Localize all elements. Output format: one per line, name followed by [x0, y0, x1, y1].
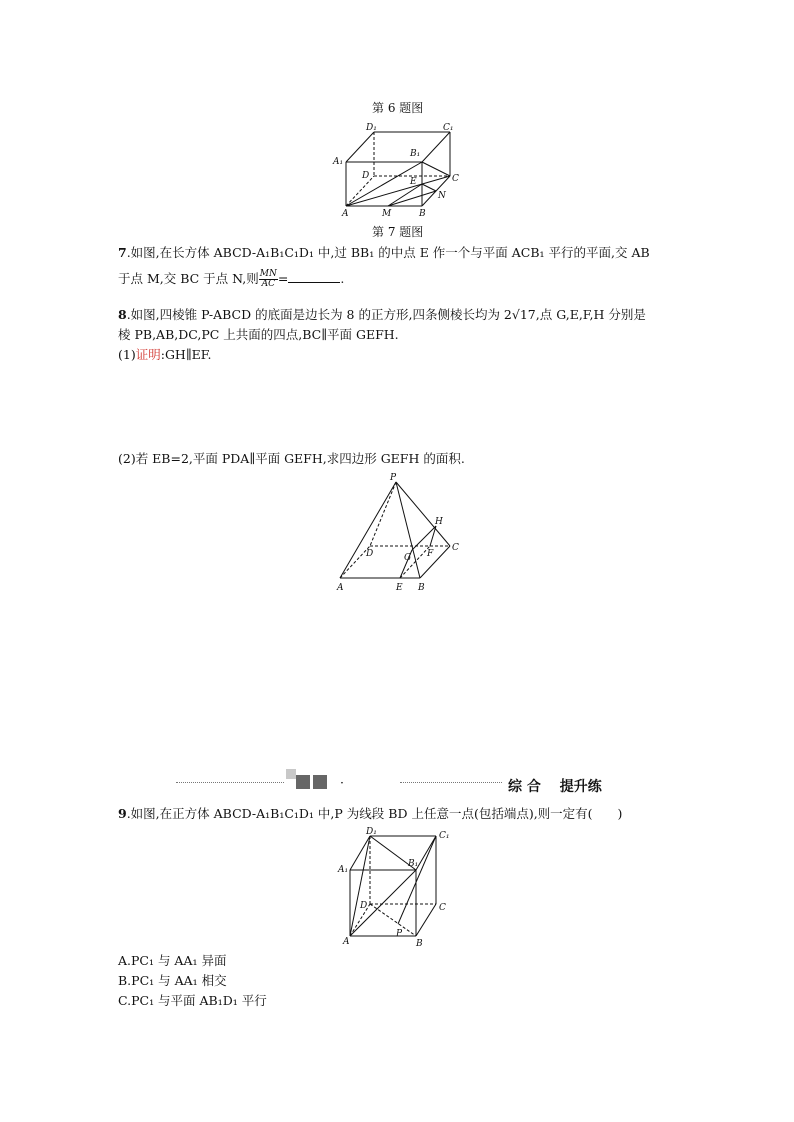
- figure7-diagram: [330, 118, 470, 222]
- label-B: B: [419, 209, 426, 219]
- label-D: D: [362, 171, 370, 181]
- label-H: H: [435, 517, 443, 527]
- question-8-line1: 8.如图,四棱锥 P-ABCD 的底面是边长为 8 的正方形,四条侧棱长均为 2√17,点 G,E,F,H 分别是: [118, 307, 646, 322]
- question-7-line2: 于点 M,交 BC 于点 N,则 $\frac{MN}{AC}$ = .: [118, 269, 345, 289]
- label-C: C: [439, 903, 446, 913]
- answer-blank[interactable]: [288, 270, 340, 283]
- section-marker-dark-1: [296, 775, 310, 789]
- label-B: B: [416, 939, 423, 948]
- label-A: A: [337, 583, 344, 593]
- label-N: N: [438, 191, 446, 201]
- label-E: E: [396, 583, 403, 593]
- label-A1: A₁: [338, 865, 349, 875]
- label-P: P: [396, 929, 403, 939]
- label-C1: C₁: [443, 123, 454, 133]
- fraction-mn-ac: $\frac{MN}{AC}$: [259, 269, 277, 289]
- question-9-line1: 9.如图,在正方体 ABCD-A₁B₁C₁D₁ 中,P 为线段 BD 上任意一点(包括端点),则一定有( ): [118, 806, 623, 821]
- section-dot: ·: [340, 775, 344, 790]
- label-C1: C₁: [439, 831, 450, 841]
- label-C: C: [452, 174, 459, 184]
- section-marker-light: [286, 769, 296, 779]
- label-G: G: [404, 553, 412, 563]
- option-b[interactable]: B.PC₁ 与 AA₁ 相交: [118, 973, 227, 988]
- label-P: P: [390, 473, 397, 483]
- section-divider-right: [400, 782, 502, 783]
- label-D1: D₁: [366, 827, 377, 837]
- question-8-number: 8: [118, 307, 127, 322]
- section-divider-left: [176, 782, 284, 783]
- option-c[interactable]: C.PC₁ 与平面 AB₁D₁ 平行: [118, 993, 267, 1008]
- label-D: D: [366, 549, 374, 559]
- label-B: B: [418, 583, 425, 593]
- label-B1: B₁: [410, 149, 421, 159]
- question-9-number: 9: [118, 806, 127, 821]
- figure9-diagram: [330, 824, 470, 948]
- question-7-number: 7: [118, 245, 127, 260]
- label-B1: B₁: [408, 859, 419, 869]
- label-C: C: [452, 543, 459, 553]
- label-D: D: [360, 901, 368, 911]
- figure7-caption: 第 7 题图: [372, 225, 424, 239]
- label-F: F: [427, 549, 434, 559]
- question-8-part1: (1)证明:GH∥EF.: [118, 347, 212, 362]
- proof-tag: 证明: [135, 347, 161, 362]
- section-title: 综 合 提升练: [508, 779, 602, 795]
- figure8-diagram: [330, 470, 470, 596]
- question-7-line1: 7.如图,在长方体 ABCD-A₁B₁C₁D₁ 中,过 BB₁ 的中点 E 作一个与平面 ACB₁ 平行的平面,交 AB: [118, 245, 650, 260]
- label-A1: A₁: [333, 157, 344, 167]
- question-8-part2: (2)若 EB=2,平面 PDA∥平面 GEFH,求四边形 GEFH 的面积.: [118, 451, 465, 466]
- label-E: E: [410, 177, 417, 187]
- label-A: A: [342, 209, 349, 219]
- question-8-line2: 棱 PB,AB,DC,PC 上共面的四点,BC∥平面 GEFH.: [118, 327, 399, 342]
- figure6-caption: 第 6 题图: [372, 101, 424, 115]
- label-M: M: [382, 209, 392, 219]
- section-marker-dark-2: [313, 775, 327, 789]
- label-A: A: [343, 937, 350, 947]
- label-D1: D₁: [366, 123, 377, 133]
- option-a[interactable]: A.PC₁ 与 AA₁ 异面: [118, 953, 227, 968]
